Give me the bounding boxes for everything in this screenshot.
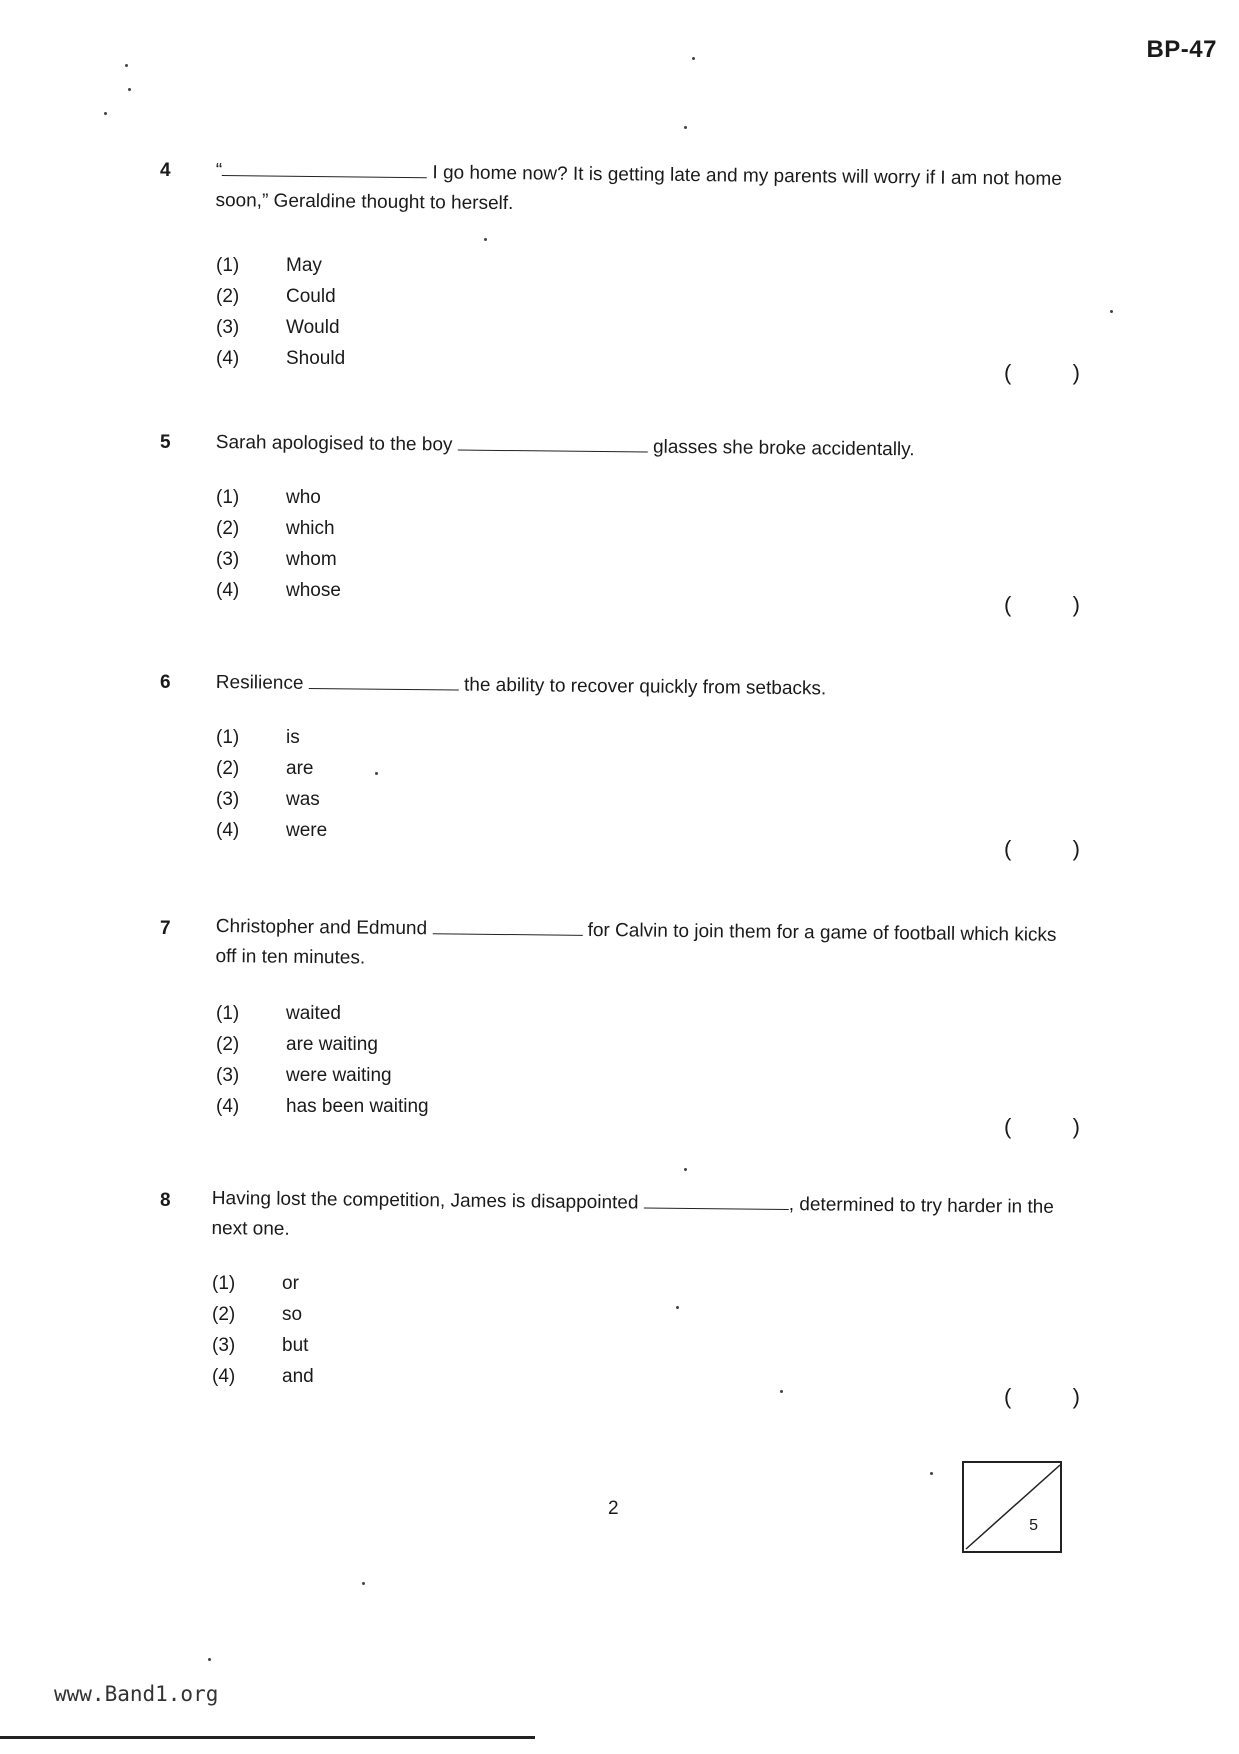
bracket-close: ) bbox=[1072, 360, 1080, 385]
option-number: (4) bbox=[216, 579, 240, 601]
option-text: but bbox=[282, 1334, 309, 1356]
question-number: 5 bbox=[160, 432, 171, 453]
question-stem bbox=[211, 1184, 1062, 1253]
scan-speck bbox=[208, 1658, 211, 1661]
option-text: whose bbox=[286, 579, 341, 601]
bracket-open: ( bbox=[1004, 1384, 1012, 1409]
question-stem bbox=[215, 156, 1066, 225]
option-text: May bbox=[286, 254, 322, 276]
scan-speck bbox=[692, 57, 695, 60]
question-stem bbox=[215, 912, 1066, 981]
stem-text-after: the ability to recover quickly from setbacks. bbox=[463, 674, 827, 700]
answer-bracket[interactable] bbox=[1004, 1114, 1080, 1140]
option-4[interactable] bbox=[212, 1361, 314, 1392]
scan-speck bbox=[362, 1582, 365, 1585]
option-text: waited bbox=[286, 1002, 341, 1024]
option-number: (2) bbox=[212, 1303, 236, 1325]
page-code: BP-47 bbox=[1146, 36, 1217, 63]
answer-blank bbox=[222, 157, 427, 178]
score-box-diagonal bbox=[964, 1463, 1060, 1551]
option-3[interactable] bbox=[216, 1060, 429, 1091]
option-2[interactable] bbox=[216, 1029, 429, 1060]
option-text: were bbox=[286, 819, 328, 841]
option-3[interactable] bbox=[216, 784, 327, 815]
option-number: (1) bbox=[216, 254, 240, 276]
option-2[interactable] bbox=[216, 753, 327, 784]
option-3[interactable] bbox=[216, 544, 341, 575]
option-number: (2) bbox=[216, 757, 240, 779]
stem-text-before: Sarah apologised to the boy bbox=[215, 431, 453, 456]
answer-bracket[interactable] bbox=[1004, 592, 1080, 618]
option-text: has been waiting bbox=[286, 1095, 429, 1117]
option-text: Would bbox=[286, 316, 340, 338]
stem-text-before: Resilience bbox=[215, 671, 304, 694]
option-4[interactable] bbox=[216, 815, 327, 846]
option-1[interactable] bbox=[216, 998, 429, 1029]
option-number: (4) bbox=[216, 1095, 240, 1117]
option-number: (3) bbox=[216, 1064, 240, 1086]
option-2[interactable] bbox=[216, 513, 341, 544]
option-number: (4) bbox=[212, 1365, 236, 1387]
option-number: (4) bbox=[216, 819, 240, 841]
bracket-close: ) bbox=[1072, 592, 1080, 617]
option-text: are bbox=[286, 757, 314, 779]
option-number: (1) bbox=[216, 726, 240, 748]
stem-text-after: glasses she broke accidentally. bbox=[652, 436, 915, 461]
option-2[interactable] bbox=[212, 1299, 314, 1330]
scan-speck bbox=[930, 1472, 933, 1475]
option-number: (4) bbox=[216, 347, 240, 369]
option-number: (3) bbox=[212, 1334, 236, 1356]
question-number: 8 bbox=[160, 1190, 171, 1211]
option-1[interactable] bbox=[216, 722, 327, 753]
option-text: were waiting bbox=[286, 1064, 392, 1086]
stem-text-before: Christopher and Edmund bbox=[215, 915, 428, 940]
stem-open-quote: “ bbox=[215, 159, 223, 182]
question-4 bbox=[160, 160, 1080, 390]
option-number: (1) bbox=[212, 1272, 236, 1294]
question-7 bbox=[160, 915, 1080, 1148]
option-4[interactable] bbox=[216, 575, 341, 606]
option-number: (2) bbox=[216, 517, 240, 539]
answer-blank bbox=[309, 670, 459, 691]
bracket-open: ( bbox=[1004, 592, 1012, 617]
option-number: (1) bbox=[216, 1002, 240, 1024]
question-number: 6 bbox=[160, 672, 171, 693]
scan-speck bbox=[125, 64, 128, 67]
bracket-open: ( bbox=[1004, 1114, 1012, 1139]
option-text: so bbox=[282, 1303, 303, 1325]
option-number: (2) bbox=[216, 285, 240, 307]
option-1[interactable] bbox=[216, 250, 345, 281]
question-5 bbox=[160, 432, 1080, 632]
question-6 bbox=[160, 672, 1080, 872]
scan-speck bbox=[684, 126, 687, 129]
option-text: whom bbox=[286, 548, 337, 570]
score-box bbox=[962, 1461, 1062, 1553]
bracket-close: ) bbox=[1072, 1384, 1080, 1409]
stem-text-before: Having lost the competition, James is disappointed bbox=[211, 1187, 639, 1214]
watermark: www.Band1.org bbox=[54, 1682, 219, 1706]
option-text: Should bbox=[286, 347, 346, 369]
answer-bracket[interactable] bbox=[1004, 360, 1080, 386]
answer-blank bbox=[432, 915, 582, 936]
option-1[interactable] bbox=[212, 1268, 314, 1299]
question-number: 7 bbox=[160, 918, 171, 939]
option-text: Could bbox=[286, 285, 336, 307]
option-number: (3) bbox=[216, 316, 240, 338]
scan-speck bbox=[684, 1168, 687, 1171]
question-stem bbox=[216, 428, 1066, 467]
question-number: 4 bbox=[160, 160, 171, 181]
option-text: is bbox=[286, 726, 300, 748]
scan-speck bbox=[128, 88, 131, 91]
bracket-open: ( bbox=[1004, 360, 1012, 385]
stem-text: I go home now? It is getting late and my parents will worry if I am not home soon,” Geraldine thought to herself. bbox=[215, 162, 1062, 215]
option-text: are waiting bbox=[286, 1033, 378, 1055]
options-list bbox=[216, 998, 429, 1122]
stem-text-after: for Calvin to join them for a game of football which kicks off in ten minutes. bbox=[215, 919, 1057, 969]
option-text: which bbox=[286, 517, 335, 539]
option-4[interactable] bbox=[216, 1091, 429, 1122]
option-text: or bbox=[282, 1272, 299, 1294]
option-4[interactable] bbox=[216, 343, 345, 374]
page-number: 2 bbox=[608, 1498, 619, 1519]
option-3[interactable] bbox=[212, 1330, 314, 1361]
option-3[interactable] bbox=[216, 312, 345, 343]
option-text: was bbox=[286, 788, 320, 810]
bracket-close: ) bbox=[1072, 836, 1080, 861]
option-2[interactable] bbox=[216, 281, 345, 312]
option-text: and bbox=[282, 1365, 314, 1387]
answer-blank bbox=[644, 1190, 789, 1211]
options-list bbox=[216, 482, 341, 606]
scan-speck bbox=[104, 112, 107, 115]
score-total: 5 bbox=[1029, 1517, 1038, 1534]
option-number: (1) bbox=[216, 486, 240, 508]
option-number: (3) bbox=[216, 788, 240, 810]
question-8 bbox=[160, 1187, 1080, 1420]
option-text: who bbox=[286, 486, 321, 508]
option-number: (2) bbox=[216, 1033, 240, 1055]
answer-bracket[interactable] bbox=[1004, 1384, 1080, 1410]
bracket-open: ( bbox=[1004, 836, 1012, 861]
scan-speck bbox=[1110, 310, 1113, 313]
answer-bracket[interactable] bbox=[1004, 836, 1080, 862]
options-list bbox=[216, 250, 345, 374]
stem-text-after: , determined to try harder in the next one. bbox=[211, 1194, 1054, 1240]
footer-rule bbox=[0, 1736, 535, 1739]
option-1[interactable] bbox=[216, 482, 341, 513]
bracket-close: ) bbox=[1072, 1114, 1080, 1139]
answer-blank bbox=[458, 432, 648, 453]
option-number: (3) bbox=[216, 548, 240, 570]
question-stem bbox=[216, 668, 1066, 707]
options-list bbox=[216, 722, 327, 846]
options-list bbox=[212, 1268, 314, 1392]
